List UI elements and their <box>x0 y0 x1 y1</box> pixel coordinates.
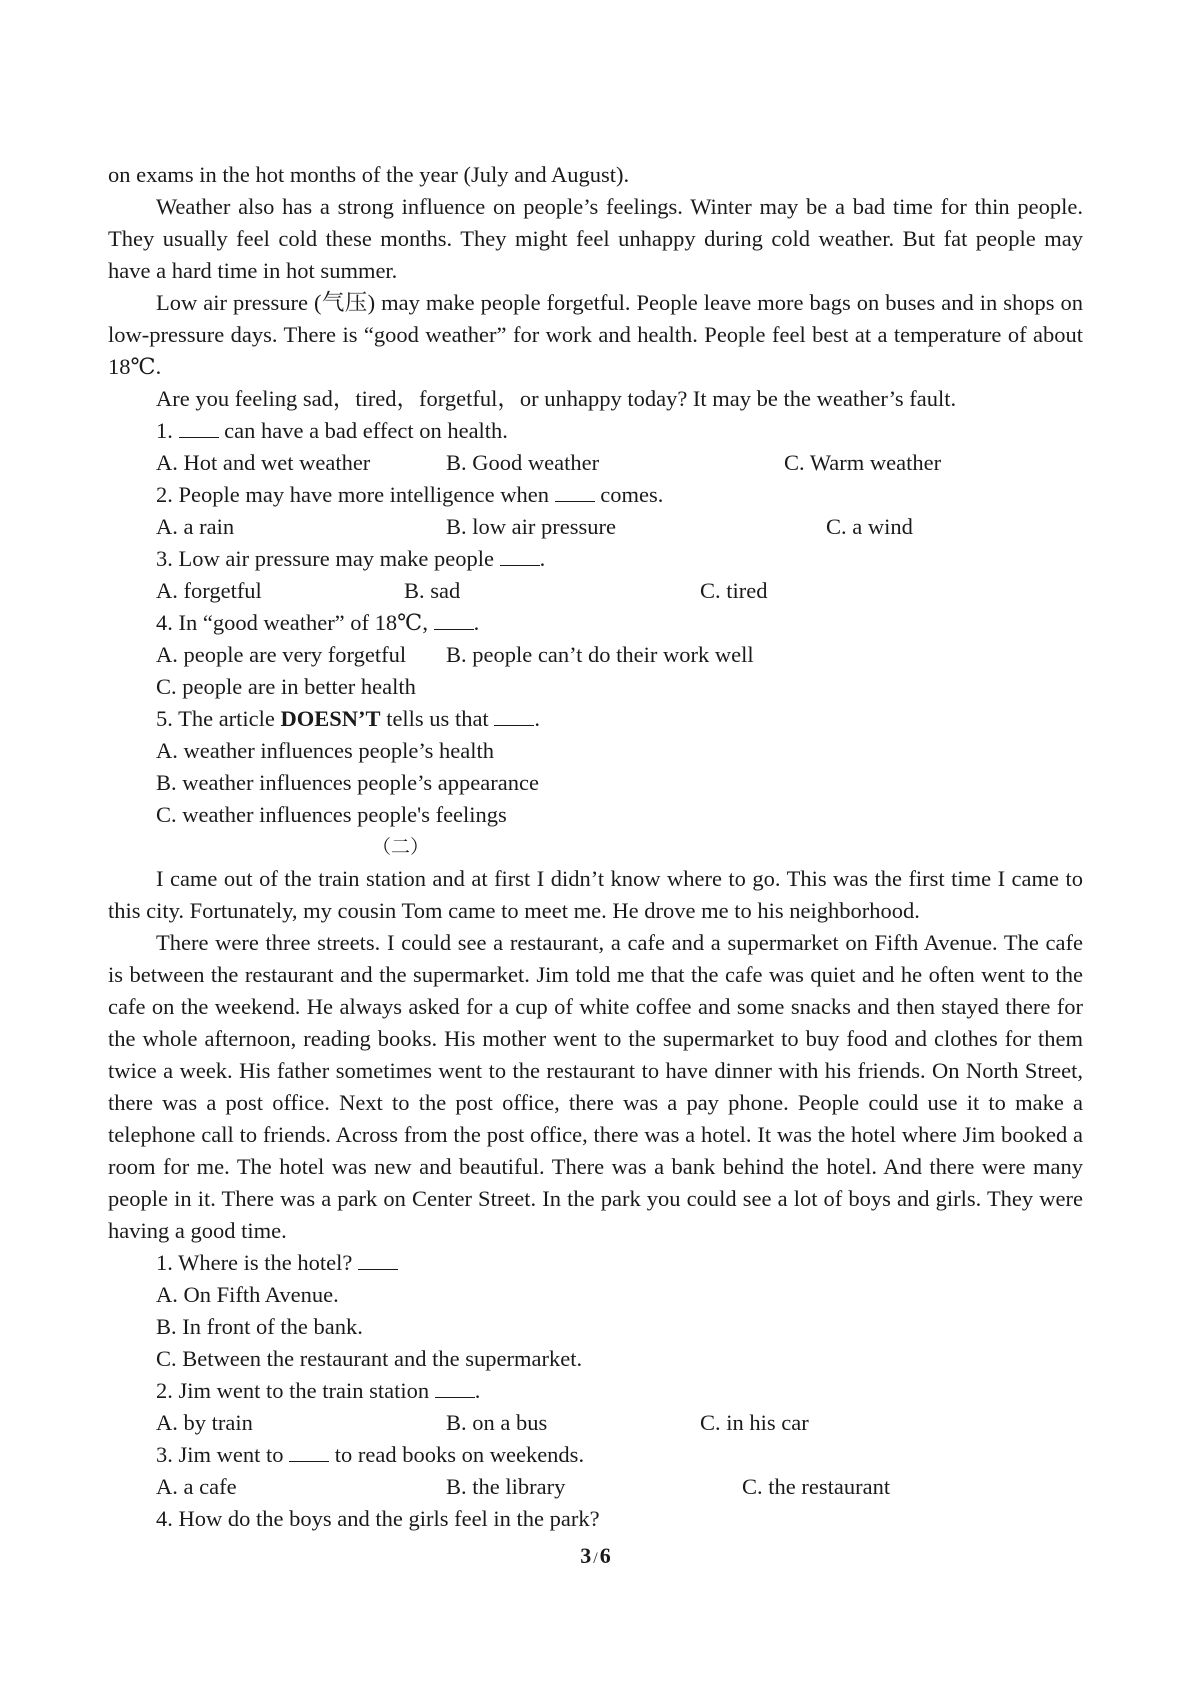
option-a: A. a cafe <box>156 1474 237 1499</box>
option-a: A. people are very forgetful <box>156 642 407 667</box>
passage1-para-3: Are you feeling sad，tired，forgetful，or unhappy today? It may be the weather’s fault. <box>156 386 957 411</box>
answer-blank <box>289 1441 329 1462</box>
question-1-3-options <box>108 575 1083 607</box>
passage1-para-2: Low air pressure (气压) may make people forgetful. People leave more bags on buses and in shops on low-pressure days. There is “good weather” for work and health. People feel best at a temperature of about 18℃. <box>108 290 1083 379</box>
page-number: 3 /6 <box>580 1543 611 1568</box>
question-2-2-options <box>108 1407 1083 1439</box>
passage1-para-0: on exams in the hot months of the year (July and August). <box>108 162 630 187</box>
option-a: A. by train <box>156 1410 253 1435</box>
answer-blank <box>555 481 595 502</box>
option-b: B. sad <box>404 578 461 603</box>
option-a: A. forgetful <box>156 578 262 603</box>
option-b: B. In front of the bank. <box>156 1314 363 1339</box>
question-1-4: 4. In “good weather” of 18℃, . <box>156 610 480 635</box>
option-c: C. people are in better health <box>156 674 416 699</box>
option-a: A. Hot and wet weather <box>156 450 371 475</box>
question-1-1-options <box>108 447 1083 479</box>
option-b: B. people can’t do their work well <box>446 642 754 667</box>
option-c: C. weather influences people's feelings <box>156 802 507 827</box>
option-c: C. the restaurant <box>742 1474 891 1499</box>
question-2-3-options <box>108 1471 1083 1503</box>
option-c: C. tired <box>700 578 768 603</box>
option-a: A. a rain <box>156 514 235 539</box>
answer-blank <box>434 609 474 630</box>
option-b: B. weather influences people’s appearance <box>156 770 539 795</box>
answer-blank <box>358 1249 398 1270</box>
option-b: B. low air pressure <box>446 514 616 539</box>
question-2-1: 1. Where is the hotel? <box>108 1247 1083 1279</box>
answer-blank <box>179 417 219 438</box>
option-c: C. a wind <box>826 514 913 539</box>
question-2-4: 4. How do the boys and the girls feel in the park? <box>156 1506 600 1531</box>
document-page <box>108 159 1083 1535</box>
question-1-4-options-ab <box>108 639 1083 671</box>
option-b: B. the library <box>446 1474 566 1499</box>
answer-blank <box>435 1377 475 1398</box>
option-a: A. On Fifth Avenue. <box>156 1282 339 1307</box>
question-1-5: 5. The article DOESN’T tells us that . <box>156 706 540 731</box>
passage2-para-1: I came out of the train station and at first I didn’t know where to go. This was the first time I came to this city. Fortunately, my cousin Tom came to meet me. He drove me to his neighborhood. <box>108 866 1083 923</box>
answer-blank <box>494 705 534 726</box>
passage2-para-2: There were three streets. I could see a restaurant, a cafe and a supermarket on Fifth Avenue. The cafe is between the restaurant and the supermarket. Jim told me that the cafe was quiet and he often went to the cafe on the weekend. He always asked for a cup of white coffee and some snacks and then stayed there for the whole afternoon, reading books. His mother went to the supermarket to buy food and clothes for them twice a week. His father sometimes went to the restaurant to have dinner with his friends. On North Street, there was a post office. Next to the post office, there was a pay phone. People could use it to make a telephone call to friends. Across from the post office, there was a hotel. It was the hotel where Jim booked a room for me. The hotel was new and beautiful. There was a bank behind the hotel. And there were many people in it. There was a park on Center Street. In the park you could see a lot of boys and girls. They were having a good time. <box>108 930 1083 1243</box>
passage1-para-1: Weather also has a strong influence on people’s feelings. Winter may be a bad time for thin people. They usually feel cold these months. They might feel unhappy during cold weather. But fat people may have a hard time in hot summer. <box>108 194 1083 283</box>
question-1-1: 1. can have a bad effect on health. <box>156 418 508 443</box>
option-c: C. Between the restaurant and the supermarket. <box>156 1346 583 1371</box>
question-2-3: 3. Jim went to to read books on weekends. <box>156 1442 585 1467</box>
section-title: （二） <box>372 836 430 858</box>
option-b: B. on a bus <box>446 1410 548 1435</box>
question-1-3: 3. Low air pressure may make people . <box>156 546 546 571</box>
option-c: C. in his car <box>700 1410 809 1435</box>
answer-blank <box>500 545 540 566</box>
question-1-2: 2. People may have more intelligence when comes. <box>156 482 664 507</box>
option-b: B. Good weather <box>446 450 600 475</box>
option-c: C. Warm weather <box>784 450 942 475</box>
question-1-2-options <box>108 511 1083 543</box>
question-2-2: 2. Jim went to the train station . <box>156 1378 481 1403</box>
option-a: A. weather influences people’s health <box>156 738 494 763</box>
